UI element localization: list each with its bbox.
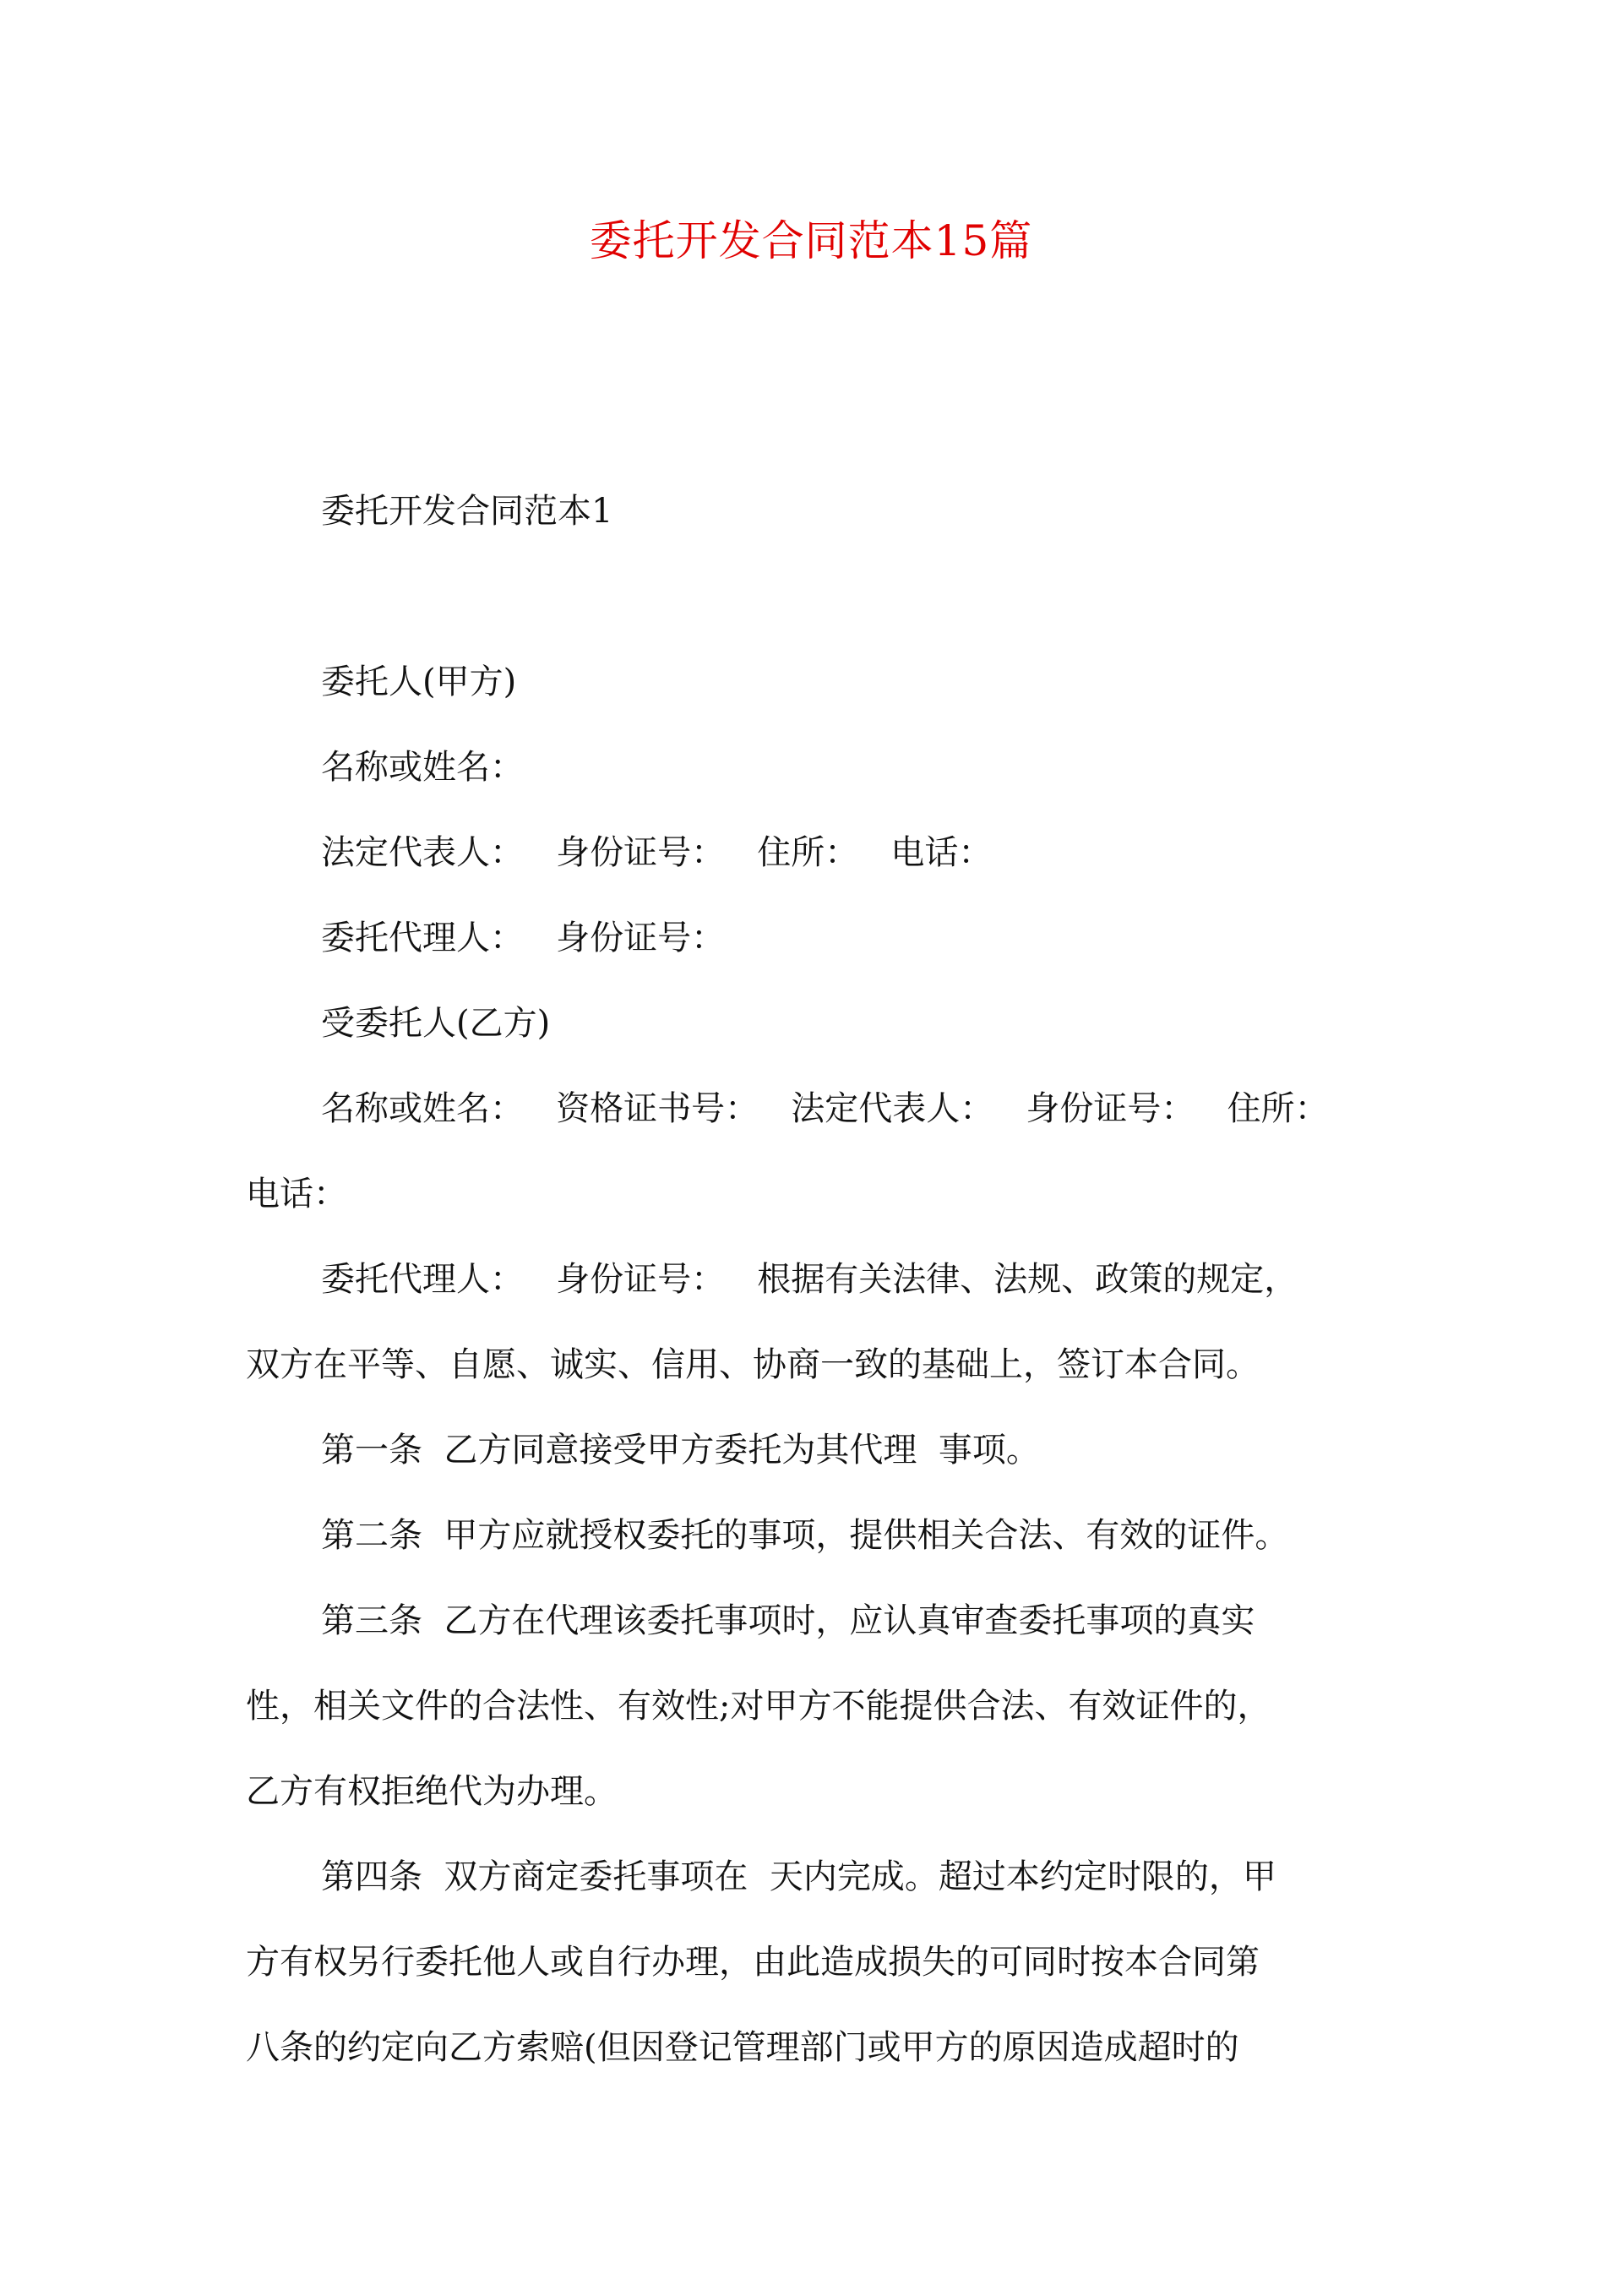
body-line-11: 第二条 甲方应就授权委托的事项，提供相关合法、有效的证件。 bbox=[321, 1516, 1289, 1555]
body-line-6: 名称或姓名： 资格证书号： 法定代表人： 身份证号： 住所： bbox=[321, 1089, 1329, 1128]
body-line-1: 委托人(甲方) bbox=[321, 663, 517, 701]
body-line-8: 委托代理人： 身份证号： 根据有关法律、法规、政策的规定， bbox=[321, 1260, 1298, 1299]
body-line-12: 第三条 乙方在代理该委托事项时，应认真审查委托事项的真实 bbox=[321, 1601, 1255, 1640]
body-line-10: 第一条 乙方同意接受甲方委托为其代理 事项。 bbox=[321, 1431, 1040, 1470]
body-line-16: 方有权另行委托他人或自行办理，由此造成损失的可同时按本合同第 bbox=[246, 1943, 1260, 1982]
body-line-17: 八条的约定向乙方索赔(但因登记管理部门或甲方的原因造成超时的 bbox=[246, 2028, 1239, 2067]
body-line-15: 第四条 双方商定委托事项在 天内完成。超过本约定时限的，甲 bbox=[321, 1857, 1276, 1896]
body-line-2: 名称或姓名： bbox=[321, 748, 524, 787]
body-line-3: 法定代表人： 身份证号： 住所： 电话： bbox=[321, 833, 993, 872]
body-line-7: 电话： bbox=[246, 1175, 347, 1213]
document-title: 委托开发合同范本15篇 bbox=[589, 216, 1033, 265]
body-line-14: 乙方有权拒绝代为办理。 bbox=[246, 1772, 618, 1811]
document-body bbox=[246, 469, 1420, 2091]
body-line-9: 双方在平等、自愿、诚实、信用、协商一致的基础上，签订本合同。 bbox=[246, 1345, 1260, 1384]
section-heading: 委托开发合同范本1 bbox=[321, 492, 613, 531]
body-line-5: 受委托人(乙方) bbox=[321, 1004, 551, 1043]
body-line-4: 委托代理人： 身份证号： bbox=[321, 919, 726, 957]
body-line-13: 性，相关文件的合法性、有效性;对甲方不能提供合法、有效证件的， bbox=[246, 1687, 1271, 1726]
